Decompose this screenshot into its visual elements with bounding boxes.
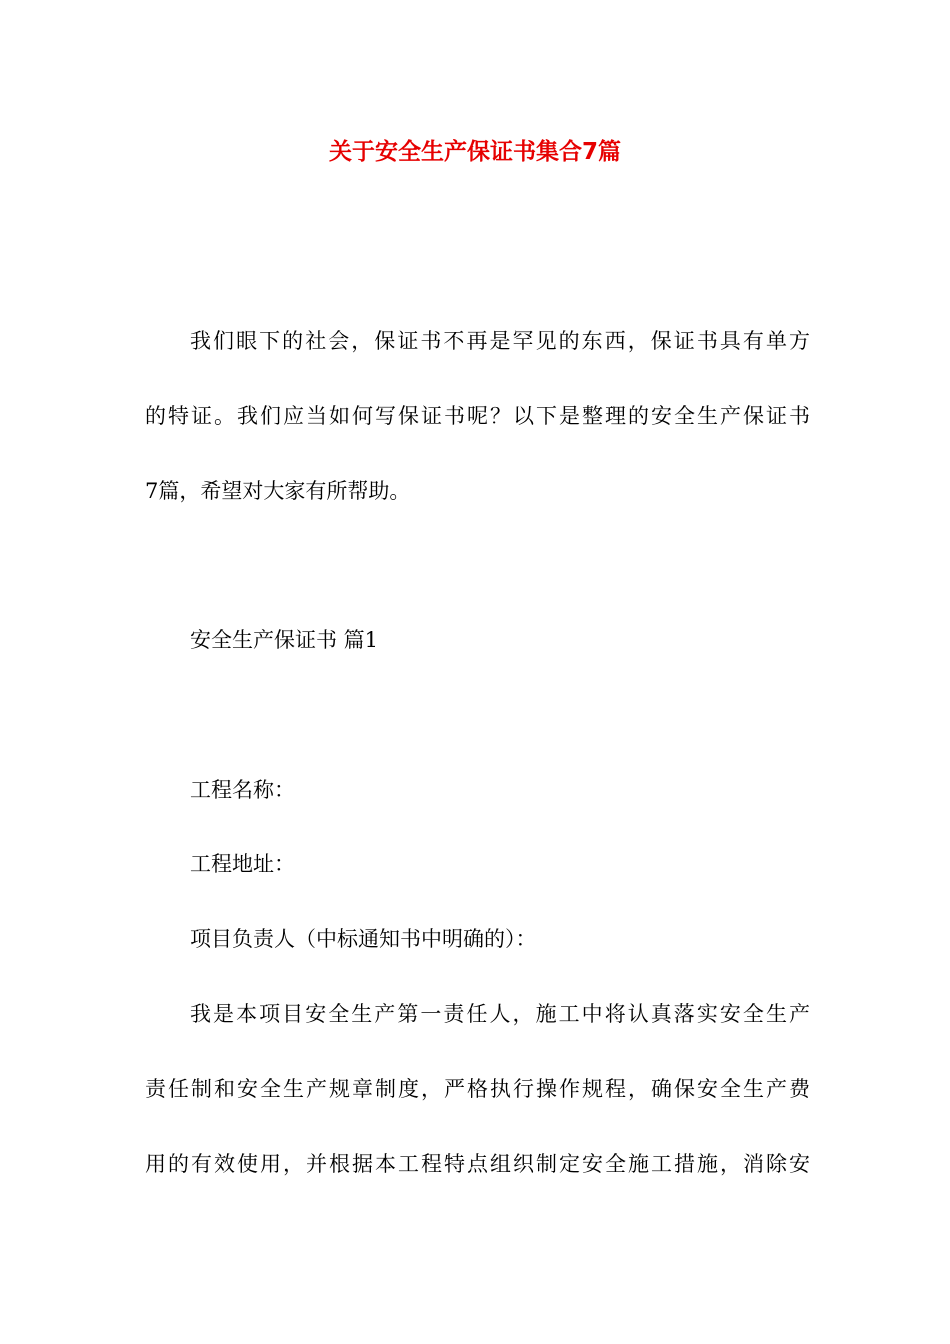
body-line-1: 我是本项目安全生产第一责任人，施工中将认真落实安全生产 (190, 1002, 810, 1026)
field-project-name: 工程名称： (190, 778, 295, 802)
intro-line-2: 的特证。我们应当如何写保证书呢？以下是整理的安全生产保证书 (145, 404, 810, 428)
intro-line-3: 7篇，希望对大家有所帮助。 (145, 479, 411, 503)
field-project-manager: 项目负责人（中标通知书中明确的）： (190, 927, 537, 951)
body-line-3: 用的有效使用，并根据本工程特点组织制定安全施工措施，消除安 (145, 1152, 810, 1176)
section-heading: 安全生产保证书 篇1 (190, 628, 379, 652)
intro-line-1: 我们眼下的社会，保证书不再是罕见的东西，保证书具有单方 (190, 329, 810, 353)
document-title: 关于安全生产保证书集合7篇 (328, 139, 621, 165)
field-project-address: 工程地址： (190, 852, 295, 876)
body-line-2: 责任制和安全生产规章制度，严格执行操作规程，确保安全生产费 (145, 1077, 810, 1101)
